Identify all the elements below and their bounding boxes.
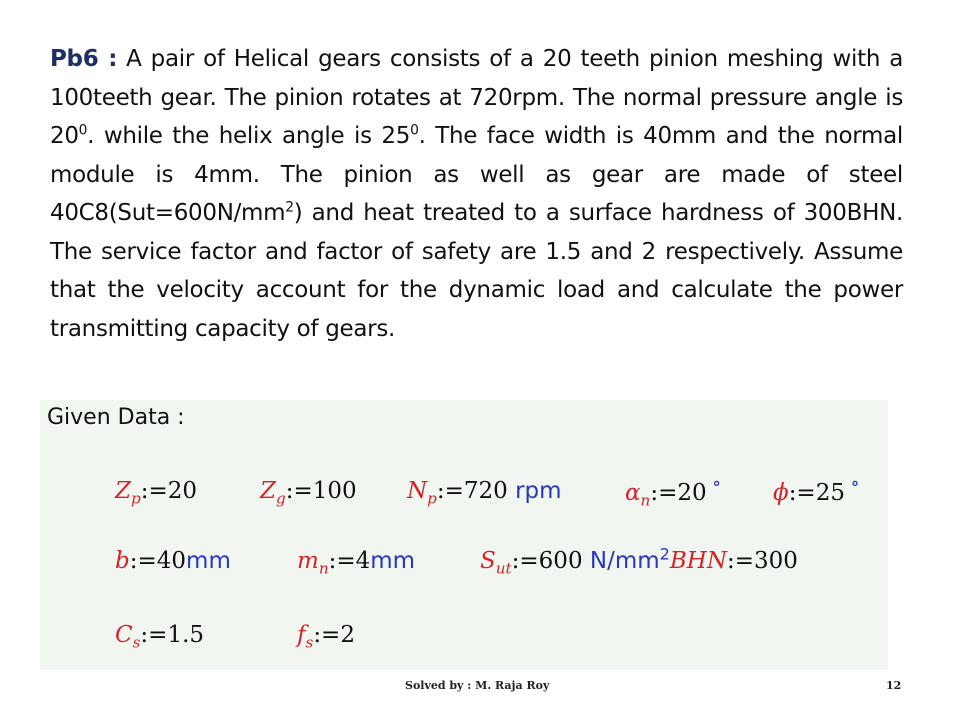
- eq-np: $N_p:=720$ rpm: [407, 478, 562, 508]
- eq-b: b:=40mm: [115, 548, 231, 574]
- eq-fs: $f_s:=2$: [297, 622, 355, 652]
- unit-rpm: rpm: [515, 478, 562, 504]
- pressure-angle-degree: 0: [78, 122, 88, 139]
- eq-sut: $S_{ut}:=600$ $N/mm^2BHN:=300$: [480, 544, 798, 578]
- given-data-panel: [40, 400, 888, 670]
- eq-alpha-n: $\alpha_n:=20$ °: [625, 478, 721, 510]
- eq-zg: $Z_g:=100$: [260, 478, 357, 508]
- problem-statement: [50, 40, 903, 348]
- problem-text-2: . while the helix angle is 25: [87, 123, 411, 149]
- eq-phi: ϕ:=25 °: [773, 478, 859, 506]
- unit-mm: mm: [186, 548, 231, 574]
- problem-text-3: . The face width is 40mm and the normal module is 4mm. The pinion as well as gear are made of steel 40C8(Sut=600N/mm: [50, 123, 903, 226]
- eq-mn: $m_n:=4mm$: [297, 548, 416, 578]
- eq-cs: $C_s:=1.5$: [115, 622, 205, 652]
- given-data-title: Given Data :: [47, 405, 185, 430]
- degree-symbol: °: [851, 478, 859, 497]
- problem-text-4: ) and heat treated to a surface hardness of 300BHN. The service factor and factor of safety are 1.5 and 2 respectively. Assume that the velocity account for the dynamic load and calculate the power transmitting capacity of gears.: [50, 200, 903, 342]
- given-row-1: [40, 478, 888, 518]
- given-row-3: [40, 622, 888, 662]
- bhn-variable: BHN: [669, 548, 727, 574]
- problem-tag: Pb6 :: [50, 46, 118, 72]
- stress-unit-exponent: 2: [285, 199, 294, 216]
- unit-mm: mm: [370, 548, 416, 574]
- problem-text-1: A pair of Helical gears consists of a 20 teeth pinion meshing with a 100teeth gear. The pinion rotates at 720rpm. The normal pressure angle is 20: [50, 46, 903, 149]
- footer-credit: Solved by : M. Raja Roy: [405, 679, 550, 692]
- degree-symbol: °: [712, 478, 721, 497]
- given-row-2: [40, 544, 888, 588]
- page-number: 12: [886, 679, 902, 692]
- unit-n-per-mm2: $N/mm^2$: [589, 544, 670, 574]
- eq-zp: $Z_p:=20$: [115, 478, 198, 508]
- helix-angle-degree: 0: [410, 122, 419, 139]
